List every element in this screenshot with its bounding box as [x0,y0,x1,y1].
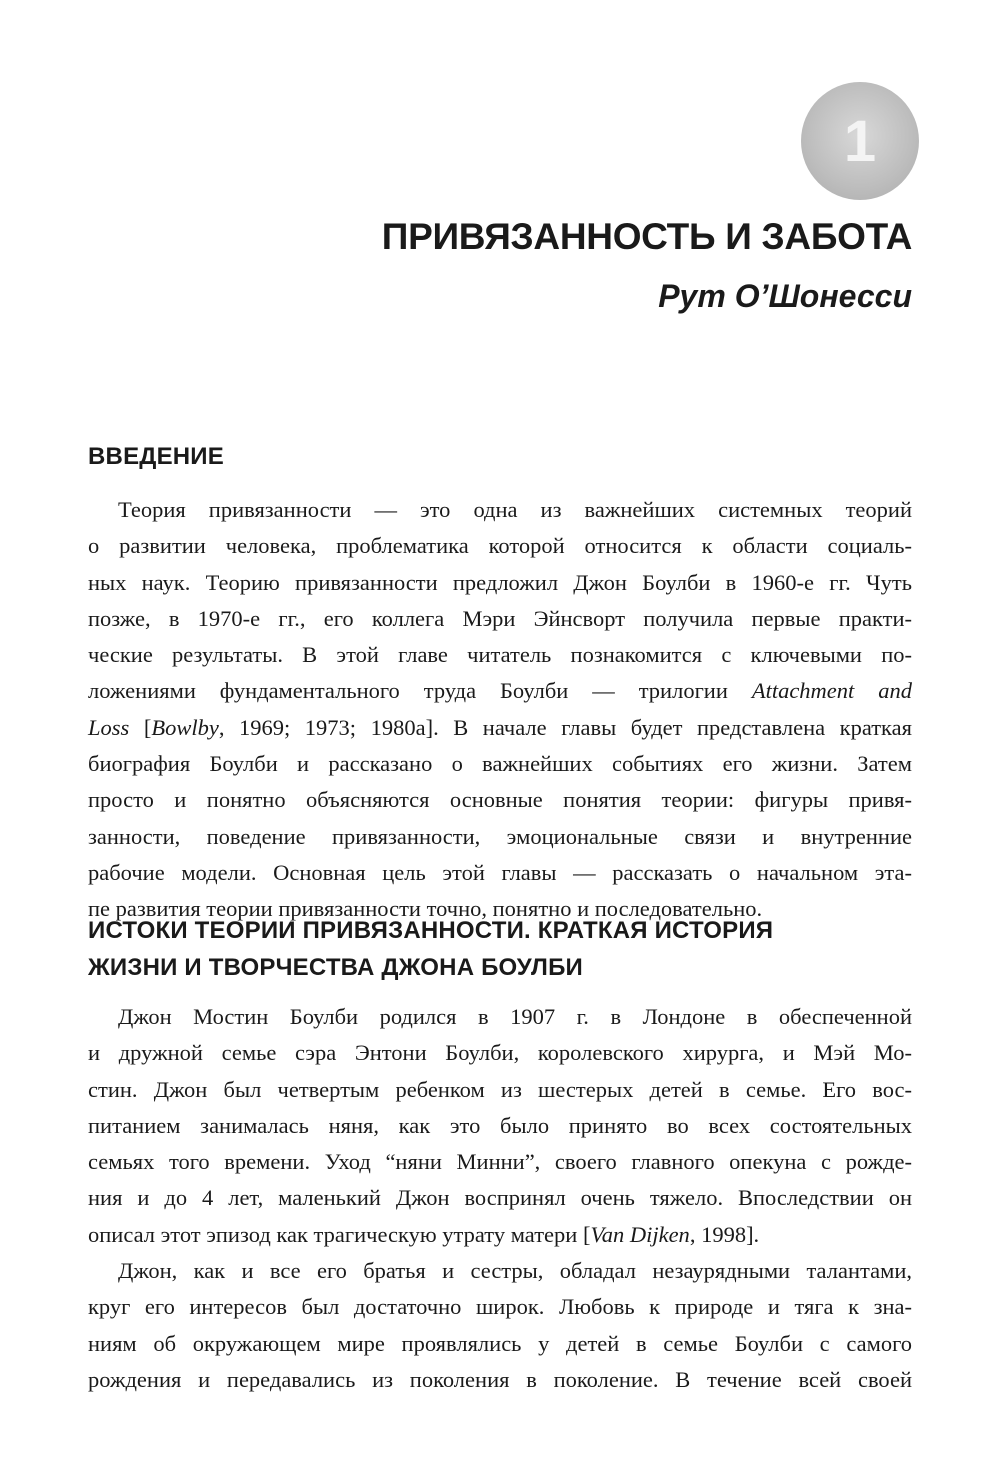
intro-paragraph [88,492,912,928]
text-line: Джон, как и все его братья и сестры, обладал незаурядными талантами, [118,1258,912,1283]
text-segment: [ [129,714,152,740]
citation-author: Bowlby [151,714,219,740]
text-line: просто и понятно объясняются основные понятия теории: фигуры привя- [88,787,912,813]
section-heading-origins-line1: ИСТОКИ ТЕОРИИ ПРИВЯЗАННОСТИ. КРАТКАЯ ИСТОРИЯ [88,917,774,944]
text-line: позже, в 1970-е гг., его коллега Мэри Эйнсворт получила первые практи- [88,605,912,631]
text-segment: ложениями фундаментального труда Боулби — трилогии [88,678,752,704]
text-line: ния и до 4 лет, маленький Джон воспринял очень тяжело. Впоследствии он [88,1185,912,1211]
text-line: ческие результаты. В этой главе читатель познакомится с ключевыми по- [88,642,912,668]
text-line: ных наук. Теорию привязанности предложил Джон Боулби в 1960-е гг. Чуть [88,569,912,595]
book-title: Loss [88,714,130,740]
text-segment: описал этот эпизод как трагическую утрату матери [ [88,1221,591,1247]
text-line: биография Боулби и рассказано о важнейших событиях его жизни. Затем [88,751,912,777]
text-line: питанием занималась няня, как это было принято во всех состоятельных [88,1112,912,1138]
book-title: Attachment and [751,678,912,704]
text-segment: , 1998]. [689,1221,760,1247]
chapter-title: ПРИВЯЗАННОСТЬ И ЗАБОТА [381,216,912,257]
text-line: семьях того времени. Уход “няни Минни”, своего главного опекуна с рожде- [88,1149,912,1175]
origins-paragraph-2 [88,1253,912,1398]
text-line: пе развития теории привязанности точно, понятно и последовательно. [88,896,763,922]
text-line: и дружной семье сэра Энтони Боулби, королевского хирурга, и Мэй Мо- [88,1040,912,1066]
text-line [88,1217,912,1253]
text-line: рождения и передавались из поколения в поколение. В течение всей своей [88,1366,912,1392]
text-line: ниям об окружающем мире проявлялись у детей в семье Боулби с самого [88,1330,912,1356]
text-line [88,710,912,746]
text-line: стин. Джон был четвертым ребенком из шестерых детей в семье. Его вос- [88,1076,912,1102]
section-heading-intro: ВВЕДЕНИЕ [88,443,224,470]
chapter-number: 1 [843,109,877,174]
section-heading-origins-line2: ЖИЗНИ И ТВОРЧЕСТВА ДЖОНА БОУЛБИ [88,954,583,981]
text-line: рабочие модели. Основная цель этой главы — рассказать о начальном эта- [88,859,912,885]
text-line: Джон Мостин Боулби родился в 1907 г. в Лондоне в обеспеченной [118,1004,912,1029]
text-line [88,673,912,709]
origins-paragraph-1 [88,999,912,1253]
text-segment: , 1969; 1973; 1980a]. В начале главы будет представлена краткая [218,714,912,740]
text-line: Теория привязанности — это одна из важнейших системных теорий [118,497,912,522]
text-line: занности, поведение привязанности, эмоциональные связи и внутренние [88,823,912,849]
chapter-author: Рут О’Шонесси [658,278,912,314]
citation-author: Van Dijken [590,1221,690,1247]
text-line: о развитии человека, проблематика которой относится к области социаль- [88,533,912,559]
text-line: круг его интересов был достаточно широк. Любовь к природе и тяга к зна- [88,1294,912,1320]
chapter-number-badge [801,82,919,200]
